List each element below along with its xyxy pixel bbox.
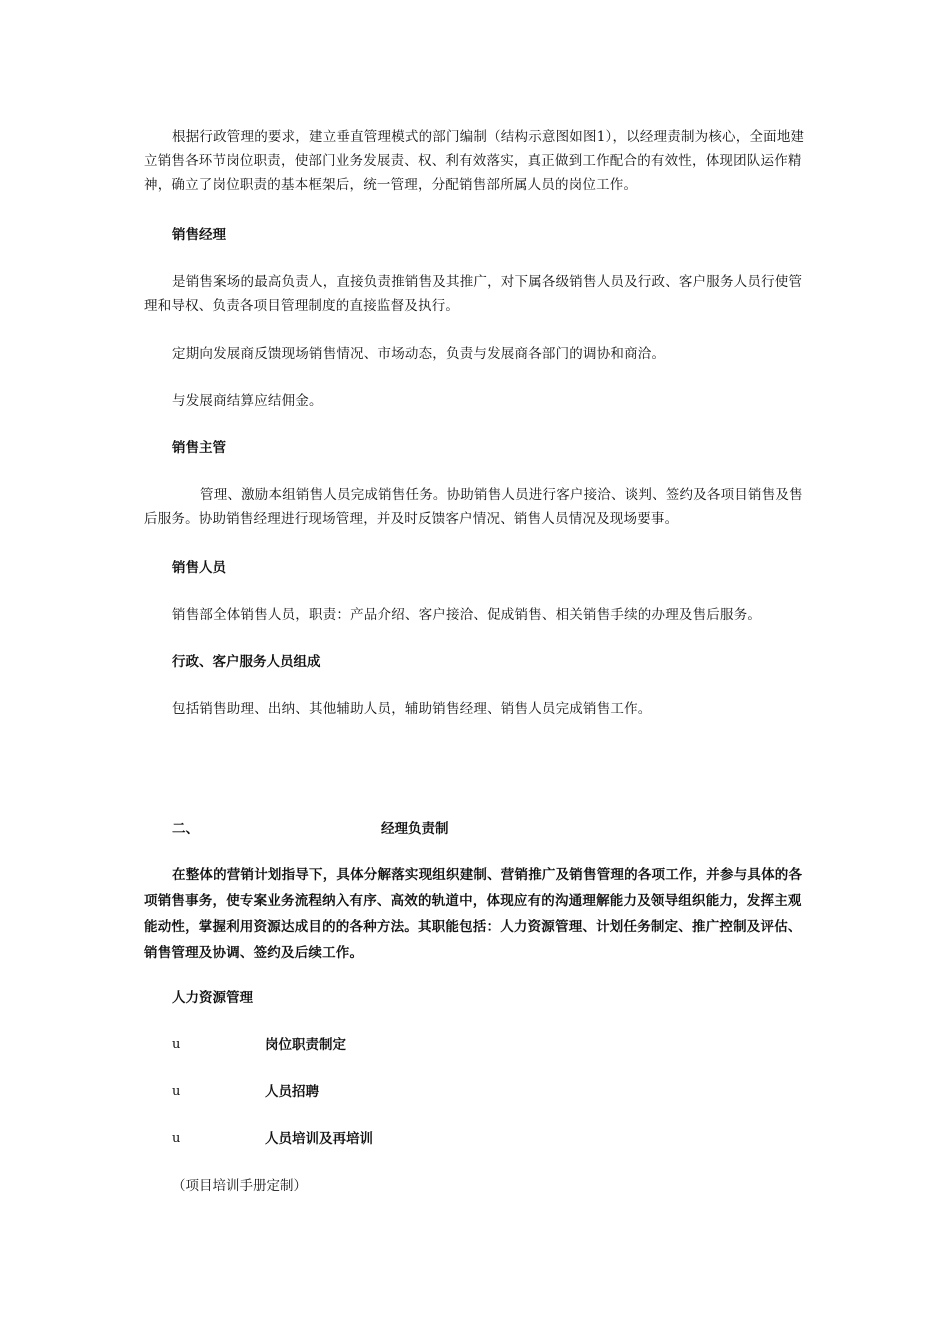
hr-management-heading: 人力资源管理 <box>172 990 253 1006</box>
bullet-item-1: 岗位职责制定 <box>265 1037 346 1053</box>
bullet-marker-1: u <box>172 1037 181 1052</box>
intro-paragraph: 根据行政管理的要求，建立垂直管理模式的部门编制（结构示意图如图1），以经理责制为核心，全面地建立销售各环节岗位职责，使部门业务发展责、权、利有效落实，真正做到工作配合的有效性，体现团队运作精神，确立了岗位职责的基本框架后，统一管理，分配销售部所属人员的岗位工作。 <box>144 129 805 193</box>
section-body-paragraph: 在整体的营销计划指导下，具体分解落实现组织建制、营销推广及销售管理的各项工作，并参与具体的各项销售事务，使专案业务流程纳入有序、高效的轨道中，体现应有的沟通理解能力及领导组织能力，发挥主观能动性，掌握利用资源达成目的的各种方法。其职能包括：人力资源管理、计划任务制定、推广控制及评估、销售管理及协调、签约及后续工作。 <box>144 867 803 961</box>
bullet-item-2: 人员招聘 <box>265 1084 319 1100</box>
training-manual-note: （项目培训手册定制） <box>172 1178 307 1194</box>
sales-supervisor-paragraph: 管理、激励本组销售人员完成销售任务。协助销售人员进行客户接洽、谈判、签约及各项目销售及售后服务。协助销售经理进行现场管理，并及时反馈客户情况、销售人员情况及现场要事。 <box>144 487 803 527</box>
section-title: 经理负责制 <box>381 821 449 837</box>
sales-manager-heading: 销售经理 <box>172 227 226 243</box>
admin-staff-paragraph: 包括销售助理、出纳、其他辅助人员，辅助销售经理、销售人员完成销售工作。 <box>172 701 652 717</box>
bullet-marker-3: u <box>172 1131 181 1146</box>
sales-supervisor-heading: 销售主管 <box>172 440 226 456</box>
sales-staff-paragraph: 销售部全体销售人员，职责：产品介绍、客户接洽、促成销售、相关销售手续的办理及售后服务。 <box>172 607 762 623</box>
section-number: 二、 <box>172 821 199 837</box>
bullet-item-3: 人员培训及再培训 <box>265 1131 373 1147</box>
admin-staff-heading: 行政、客户服务人员组成 <box>172 654 321 670</box>
sales-manager-paragraph-2: 定期向发展商反馈现场销售情况、市场动态，负责与发展商各部门的调协和商洽。 <box>172 346 666 362</box>
sales-manager-paragraph-1: 是销售案场的最高负责人，直接负责推销售及其推广，对下属各级销售人员及行政、客户服务人员行使管理和导权、负责各项目管理制度的直接监督及执行。 <box>144 274 803 314</box>
bullet-marker-2: u <box>172 1084 181 1099</box>
sales-manager-paragraph-3: 与发展商结算应结佣金。 <box>172 393 323 409</box>
sales-staff-heading: 销售人员 <box>172 560 226 576</box>
